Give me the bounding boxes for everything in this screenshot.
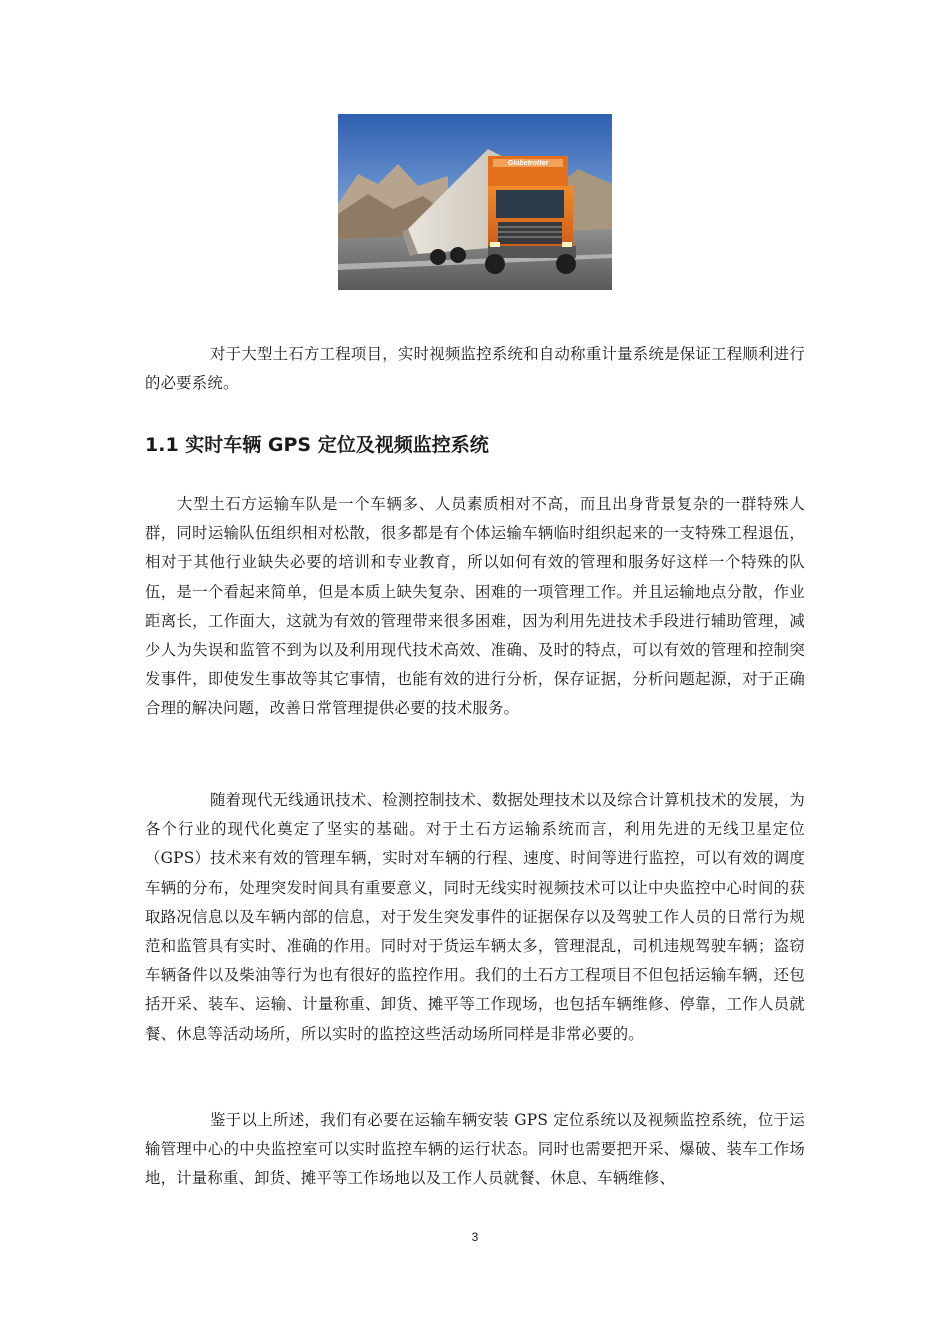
truck-cab-text: Globetrotter	[507, 160, 549, 167]
section-heading: 1.1 实时车辆 GPS 定位及视频监控系统	[145, 434, 489, 456]
intro-paragraph: 对于大型土石方工程项目，实时视频监控系统和自动称重计量系统是保证工程顺利进行的必要系统。	[145, 345, 805, 393]
truck-photo	[338, 114, 612, 290]
page-number: 3	[471, 1230, 479, 1244]
body-paragraph-3: 鉴于以上所述，我们有必要在运输车辆安装 GPS 定位系统以及视频监控系统，位于运输管理中心的中央监控室可以实时监控车辆的运行状态。同时也需要把开采、爆破、装车工作场地，计量称重、卸货、摊平等工作场地以及工作人员就餐、休息、车辆维修、	[145, 1111, 805, 1188]
body-paragraph-2: 随着现代无线通讯技术、检测控制技术、数据处理技术以及综合计算机技术的发展，为各个行业的现代化奠定了坚实的基础。对于土石方运输系统而言，利用先进的无线卫星定位（GPS）技术来有效的管理车辆，实时对车辆的行程、速度、时间等进行监控，可以有效的调度车辆的分布，处理突发时间具有重要意义，同时无线实时视频技术可以让中央监控中心时间的获取路况信息以及车辆内部的信息，对于发生突发事件的证据保存以及驾驶工作人员的日常行为规范和监管具有实时、准确的作用。同时对于货运车辆太多，管理混乱，司机违规驾驶车辆；盗窃车辆备件以及柴油等行为也有很好的监控作用。我们的土石方工程项目不但包括运输车辆，还包括开采、装车、运输、计量称重、卸货、摊平等工作现场，也包括车辆维修、停靠，工作人员就餐、休息等活动场所，所以实时的监控这些活动场所同样是非常必要的。	[145, 791, 805, 1043]
body-paragraph-1: 大型土石方运输车队是一个车辆多、人员素质相对不高，而且出身背景复杂的一群特殊人群，同时运输队伍组织相对松散，很多都是有个体运输车辆临时组织起来的一支特殊工程退伍，相对于其他行业缺失必要的培训和专业教育，所以如何有效的管理和服务好这样一个特殊的队伍，是一个看起来简单，但是本质上缺失复杂、困难的一项管理工作。并且运输地点分散，作业距离长，工作面大，这就为有效的管理带来很多困难，因为利用先进技术手段进行辅助管理，减少人为失误和监管不到为以及利用现代技术高效、准确、及时的特点，可以有效的管理和控制突发事件，即使发生事故等其它事情，也能有效的进行分析，保存证据，分析问题起源，对于正确合理的解决问题，改善日常管理提供必要的技术服务。	[145, 495, 805, 718]
